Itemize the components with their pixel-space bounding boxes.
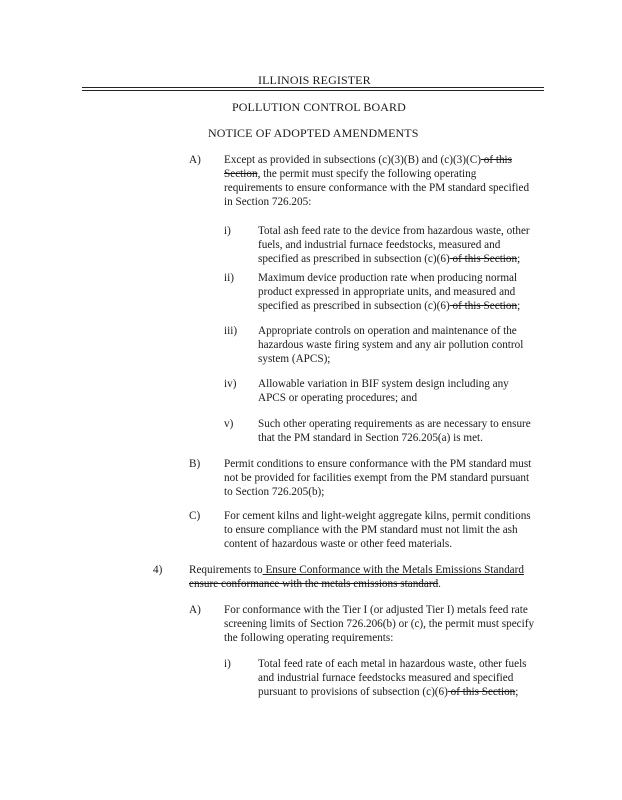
item-a-iv-text (258, 377, 558, 405)
item-line: pursuant to provisions of subsection (c)(6) of this Section; (258, 686, 519, 698)
section-line: not be provided for facilities exempt from the PM standard pursuant (224, 472, 530, 484)
item-line: and industrial furnace feedstocks measured and specified (258, 672, 514, 684)
item-line: system (APCS); (258, 353, 331, 365)
item-line: hazardous waste firing system and any air pollution control (258, 339, 524, 351)
section-a-label: A) (189, 154, 201, 166)
strike-text: of this Section (449, 300, 518, 312)
item-4a-i-label: i) (224, 658, 231, 670)
section-line: For cement kilns and light-weight aggregate kilns, permit conditions (224, 510, 531, 522)
section-line: to ensure compliance with the PM standard must not limit the ash (224, 524, 518, 536)
item-line: Total ash feed rate to the device from hazardous waste, other (258, 225, 530, 237)
item-line: specified as prescribed in subsection (c)(6) of this Section; (258, 300, 521, 312)
header-rule-1 (82, 87, 544, 88)
section-c-label: C) (189, 510, 201, 522)
item-line: Total feed rate of each metal in hazardous waste, other fuels (258, 658, 527, 670)
item-a-iii-text (258, 324, 558, 366)
section-line: screening limits of Section 726.206(b) or (c), the permit must specify (224, 618, 535, 630)
board-title: POLLUTION CONTROL BOARD (232, 100, 406, 114)
item-line: Allowable variation in BIF system design including any (258, 378, 509, 390)
item-a-iv-label: iv) (224, 378, 237, 390)
section-4a-label: A) (189, 604, 201, 616)
strike-text: ensure conformance with the metals emissions standard (189, 578, 439, 590)
notice-title: NOTICE OF ADOPTED AMENDMENTS (208, 126, 419, 140)
item-a-i-label: i) (224, 225, 231, 237)
section-line: Requirements to Ensure Conformance with the Metals Emissions Standard (189, 564, 524, 576)
section-line: the following operating requirements: (224, 632, 394, 644)
item-a-ii-text (258, 271, 558, 313)
item-line: APCS or operating procedures; and (258, 392, 418, 404)
section-line: ensure conformance with the metals emissions standard. (189, 578, 441, 590)
strike-text: of this Section (449, 253, 518, 265)
section-line: Permit conditions to ensure conformance with the PM standard must (224, 458, 532, 470)
item-line: Appropriate controls on operation and maintenance of the (258, 325, 517, 337)
header-rule-2 (82, 90, 544, 91)
section-b-label: B) (189, 458, 201, 470)
item-line: specified as prescribed in subsection (c)(6) of this Section; (258, 253, 521, 265)
section-a-text (224, 153, 554, 209)
item-line: fuels, and industrial furnace feedstocks, measured and (258, 239, 501, 251)
section-4-text (189, 563, 559, 591)
section-4a-text (224, 603, 564, 645)
section-line: to Section 726.205(b); (224, 486, 325, 498)
section-line: For conformance with the Tier I (or adjusted Tier I) metals feed rate (224, 604, 528, 616)
section-a-line-4: in Section 726.205: (224, 196, 312, 208)
strike-text: of this (480, 154, 512, 166)
section-a-line-3: requirements to ensure conformance with the PM standard specified (224, 182, 530, 194)
item-a-v-text (258, 417, 558, 445)
item-a-i-text (258, 224, 558, 266)
item-line: that the PM standard in Section 726.205(a) is met. (258, 432, 483, 444)
underlined-text: Ensure Conformance with the Metals Emissions Standard (262, 564, 524, 576)
item-line: Maximum device production rate when producing normal (258, 272, 518, 284)
section-4-label: 4) (153, 564, 163, 576)
register-title: ILLINOIS REGISTER (258, 73, 371, 87)
item-4a-i-text (258, 657, 563, 699)
section-b-text (224, 457, 559, 499)
strike-text: of this Section (447, 686, 516, 698)
section-line: content of hazardous waste or other feed materials. (224, 538, 453, 550)
item-a-ii-label: ii) (224, 272, 234, 284)
item-line: product expressed in appropriate units, and measured and (258, 286, 516, 298)
section-a-line-2: Section, the permit must specify the following operating (224, 168, 477, 180)
item-a-v-label: v) (224, 418, 234, 430)
section-a-line-1: Except as provided in subsections (c)(3)(B) and (c)(3)(C) of this (224, 154, 512, 166)
section-c-text (224, 509, 559, 551)
item-a-iii-label: iii) (224, 325, 238, 337)
strike-text: Section (224, 168, 258, 180)
item-line: Such other operating requirements as are necessary to ensure (258, 418, 531, 430)
